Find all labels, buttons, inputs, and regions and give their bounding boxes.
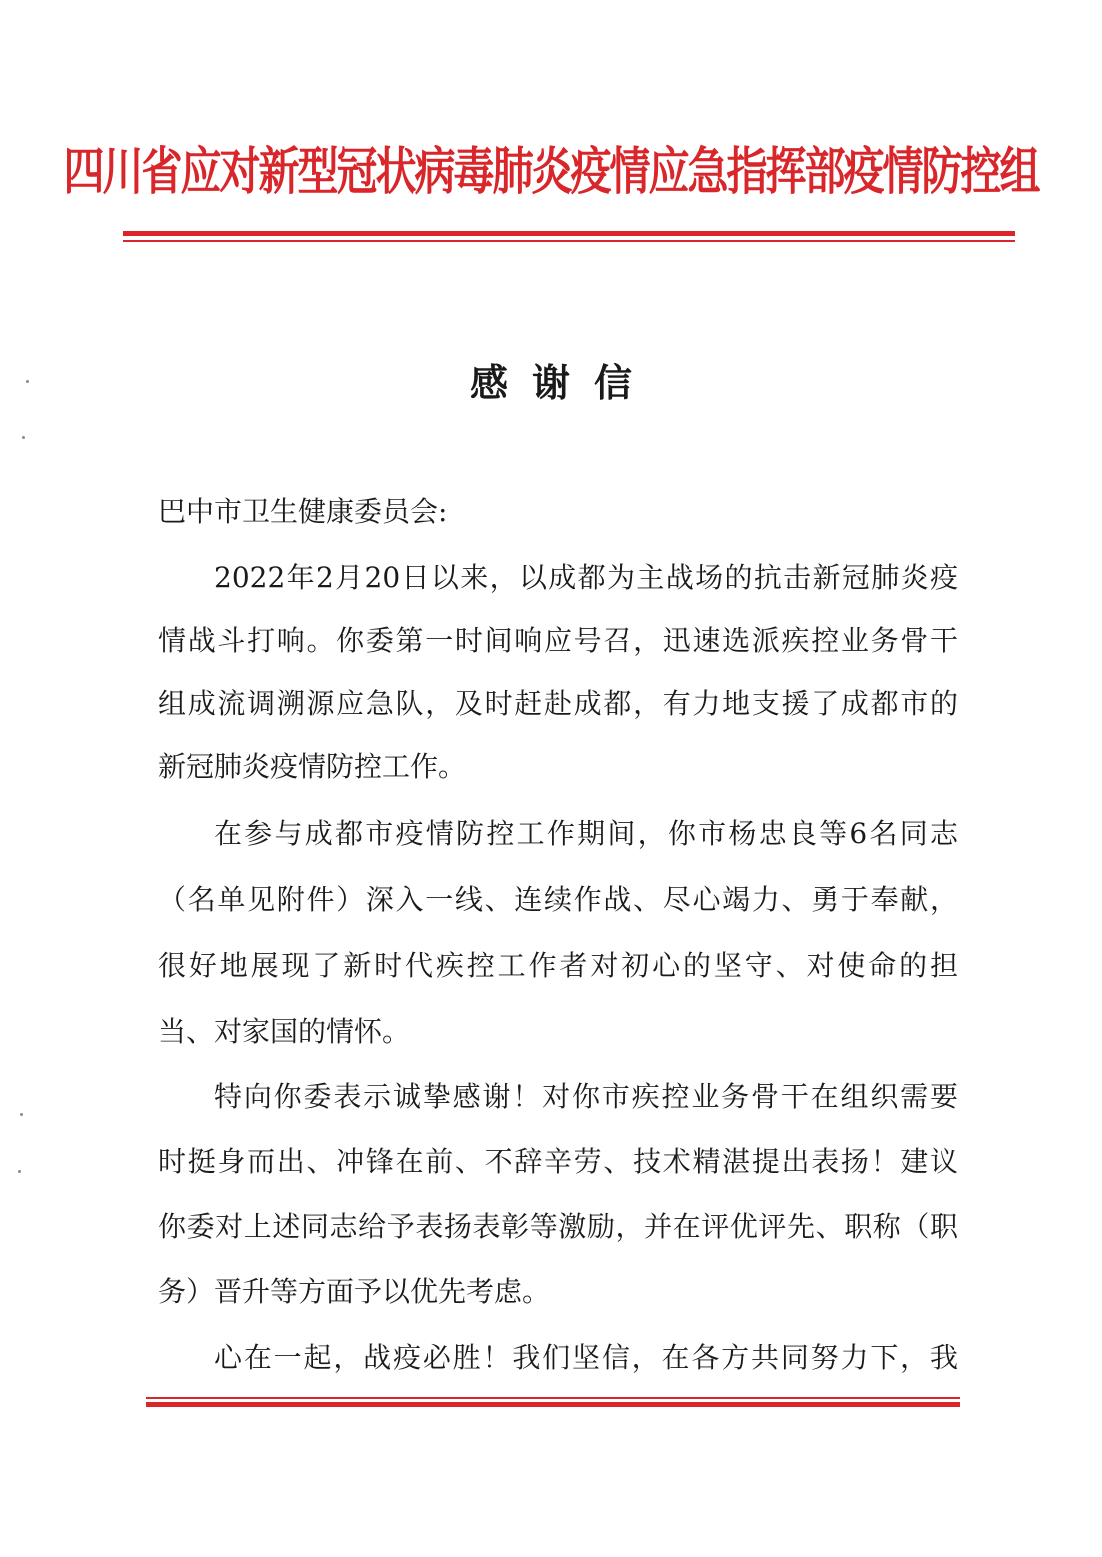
paragraph-1-line-1: 2022年2月20日以来，以成都为主战场的抗击新冠肺炎疫 xyxy=(214,561,958,594)
paragraph-3-line-3: 你委对上述同志给予表扬表彰等激励，并在评优评先、职称（职 xyxy=(158,1210,958,1243)
paragraph-2-line-2: （名单见附件）深入一线、连续作战、尽心竭力、勇于奉献， xyxy=(158,883,958,916)
letterhead-divider-thick xyxy=(123,231,1015,236)
paragraph-4-line-1: 心在一起，战疫必胜！我们坚信，在各方共同努力下，我 xyxy=(214,1341,958,1374)
paragraph-2-line-3: 很好地展现了新时代疾控工作者对初心的坚守、对使命的担 xyxy=(158,949,958,982)
footer-divider-thick xyxy=(146,1402,960,1407)
paragraph-3-line-4: 务）晋升等方面予以优先考虑。 xyxy=(158,1275,551,1308)
paragraph-1-line-4: 新冠肺炎疫情防控工作。 xyxy=(158,750,467,783)
letterhead-org-name: 四川省应对新型冠状病毒肺炎疫情应急指挥部疫情防控组 xyxy=(63,141,1039,202)
paragraph-1-line-3: 组成流调溯源应急队，及时赶赴成都，有力地支援了成都市的 xyxy=(158,687,958,720)
scan-speck xyxy=(20,1113,23,1116)
document-title: 感谢信 xyxy=(469,360,656,405)
scan-speck xyxy=(18,1170,21,1173)
letterhead-divider-thin xyxy=(123,240,1015,242)
paragraph-2-line-4: 当、对家国的情怀。 xyxy=(158,1015,411,1048)
paragraph-2-line-1: 在参与成都市疫情防控工作期间，你市杨忠良等6名同志 xyxy=(214,817,958,850)
scan-speck xyxy=(22,436,25,439)
paragraph-3-line-1: 特向你委表示诚挚感谢！对你市疾控业务骨干在组织需要 xyxy=(214,1080,958,1113)
footer-divider-thin xyxy=(146,1397,960,1399)
scan-speck xyxy=(26,380,29,383)
paragraph-3-line-2: 时挺身而出、冲锋在前、不辞辛劳、技术精湛提出表扬！建议 xyxy=(158,1145,958,1178)
paragraph-1-line-2: 情战斗打响。你委第一时间响应号召，迅速选派疾控业务骨干 xyxy=(158,624,958,657)
salutation: 巴中市卫生健康委员会: xyxy=(158,495,448,528)
